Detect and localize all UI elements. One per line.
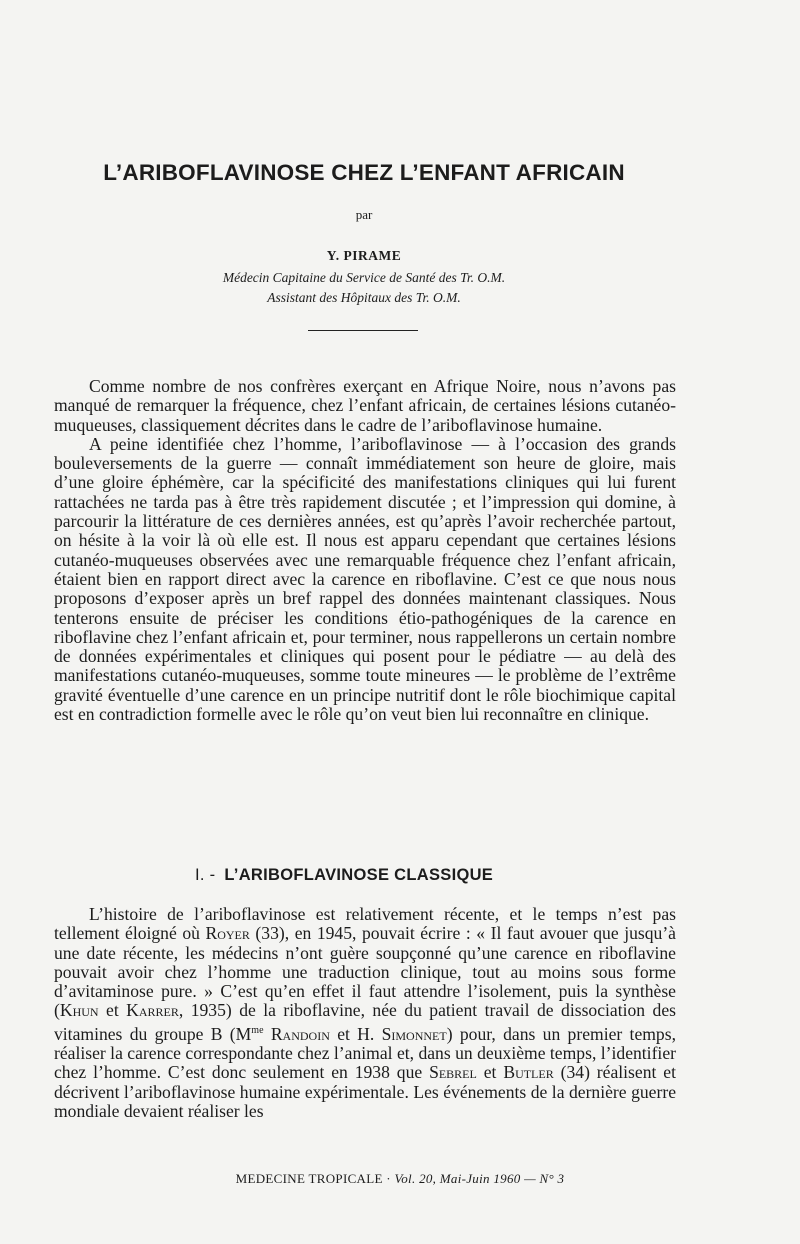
author-affiliation-1: Médecin Capitaine du Service de Santé des Tr. O.M. xyxy=(222,270,506,285)
byline-par: par xyxy=(355,207,373,222)
citation-karrer: Karrer xyxy=(126,1000,179,1021)
citation-khun: Khun xyxy=(59,1000,99,1021)
mme-superscript: me xyxy=(251,1024,264,1036)
footer-separator: · xyxy=(382,1171,395,1186)
title-separator-rule xyxy=(308,330,418,331)
author-affiliation-2: Assistant des Hôpitaux des Tr. O.M. xyxy=(267,290,461,305)
citation-royer: Royer xyxy=(205,923,250,944)
page-footer xyxy=(0,1171,800,1187)
text-run: , 1935) de la riboflavine, née du patient travail de dissociation des vitamines du groupe B (M xyxy=(54,1000,676,1044)
text-run: (34) réalisent et décrivent l’ariboflavinose humaine expérimentale. Les événements de la dernière guerre mondiale devaient réaliser les xyxy=(54,1062,676,1121)
text-run: ) pour, dans un premier temps, réaliser la carence correspondante chez l’animal et, dans un deuxième temps, l’identifier chez l’homme. C’est donc seulement en 1938 que xyxy=(54,1023,676,1083)
journal-name: MEDECINE TROPICALE xyxy=(235,1171,383,1186)
citation-butler: Butler xyxy=(503,1062,554,1083)
author-name: Y. PIRAME xyxy=(326,248,402,263)
intro-paragraph-2: A peine identifiée chez l’homme, l’ariboflavinose — à l’occasion des grands bouleversements de la guerre — connaît immédiatement son heure de gloire, mais d’une gloire éphémère, car la spécificité des manifestations cliniques qui lui furent rattachées ne tarda pas à être très rapidement discutée ; et l’impression qui domine, à parcourir la littérature de ces dernières années, est qu’après l’avoir recherchée partout, on hésite à la voir là où elle est. Il nous est apparu cependant que certaines lésions cutanéo-muqueuses observées avec une remarquable fréquence chez l’enfant africain, étaient bien en rapport direct avec la carence en riboflavine. C’est ce que nous nous proposons d’exposer après un bref rappel des données maintenant classiques. Nous tenterons ensuite de préciser les conditions étio-pathogéniques de la carence en riboflavine chez l’enfant africain et, pour terminer, nous rappellerons un certain nombre de données expérimentales et cliniques qui posent pour le pédiatre — au delà des manifestations cutanéo-muqueuses, somme toute mineures — le problème de l’extrême gravité éventuelle d’une carence en un principe nutritif dont le rôle biochimique capital est en contradiction formelle avec le rôle qu’on veut bien lui reconnaître en clinique. xyxy=(54,433,676,725)
text-run: L’histoire de l’ariboflavinose est relativement récente, et le temps n’est pas tellement éloigné où xyxy=(54,904,676,944)
volume-info: Vol. 20, Mai-Juin 1960 — N° 3 xyxy=(394,1171,565,1186)
text-run: et xyxy=(476,1062,504,1083)
section-paragraph xyxy=(54,905,676,1121)
text-run: et xyxy=(98,1000,127,1021)
citation-sebrel: Sebrel xyxy=(429,1062,477,1083)
section-number: I. - xyxy=(195,866,216,884)
article-title: L’ARIBOFLAVINOSE CHEZ L’ENFANT AFRICAIN xyxy=(103,160,625,185)
citation-simonnet: Simonnet xyxy=(381,1023,447,1044)
intro-text xyxy=(54,377,676,724)
citation-randoin: Randoin xyxy=(263,1023,330,1044)
section-heading xyxy=(195,866,493,885)
text-run: et H. xyxy=(329,1023,382,1044)
section-text xyxy=(54,905,676,1121)
section-title: L’ARIBOFLAVINOSE CLASSIQUE xyxy=(224,866,494,884)
intro-paragraph-1: Comme nombre de nos confrères exerçant en Afrique Noire, nous n’avons pas manqué de remarquer la fréquence, chez l’enfant africain, de certaines lésions cutanéo-muqueuses, classiquement décrites dans le cadre de l’ariboflavinose humaine. xyxy=(54,376,676,435)
text-run: (33), en 1945, pouvait écrire : « Il faut avouer que jusqu’à une date récente, les médecins n’ont guère soupçonné qu’une carence en riboflavine pouvait avoir chez l’homme une traduction clinique, tout au moins sous forme d’avitaminose pure. » C’est qu’en effet il faut attendre l’isolement, puis la synthèse ( xyxy=(54,923,676,1021)
